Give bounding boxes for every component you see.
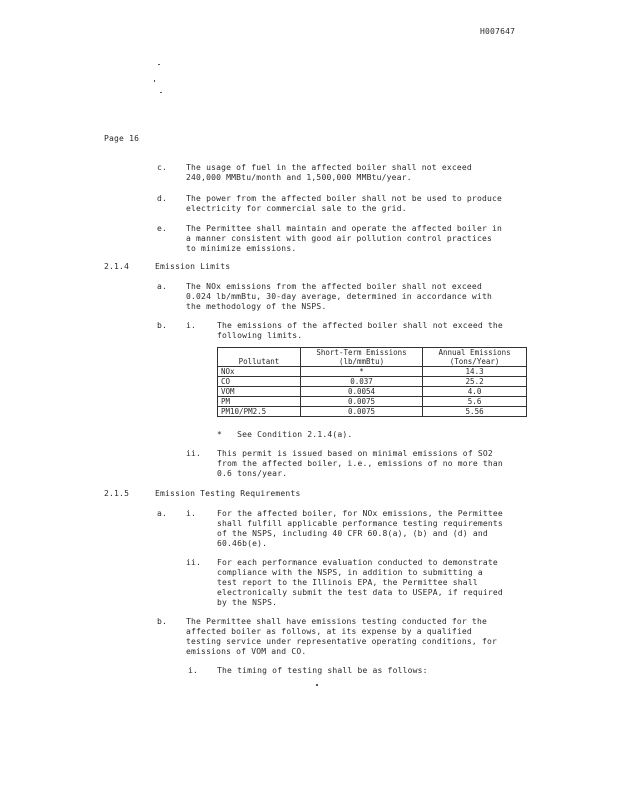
pollutant-cell: PM10/PM2.5: [218, 407, 301, 417]
subitem-key: i.: [186, 321, 197, 330]
scan-speck: [154, 80, 155, 82]
section-title: Emission Limits: [155, 262, 231, 271]
subitem-key: ii.: [186, 558, 202, 567]
item-text-line: The NOx emissions from the affected boiler shall not exceed: [186, 282, 482, 291]
item-text-line: by the NSPS.: [217, 598, 278, 607]
item-text-line: The Permittee shall maintain and operate the affected boiler in: [186, 224, 503, 233]
item-text-line: following limits.: [217, 331, 303, 340]
item-text-line: 0.024 lb/mmBtu, 30-day average, determined in accordance with: [186, 292, 493, 301]
item-text-line: For the affected boiler, for NOx emissions, the Permittee: [217, 509, 503, 518]
short-term-cell: *: [300, 367, 422, 377]
short-term-cell: 0.037: [300, 377, 422, 387]
scan-speck: [160, 92, 162, 93]
item-text-line: This permit is issued based on minimal emissions of SO2: [217, 449, 493, 458]
annual-cell: 5.6: [423, 397, 527, 407]
table-header-annual: Annual Emissions (Tons/Year): [423, 348, 527, 367]
item-key: a.: [157, 282, 168, 291]
item-text-line: 0.6 tons/year.: [217, 469, 288, 478]
item-key: c.: [157, 163, 168, 172]
section-number: 2.1.5: [104, 489, 130, 498]
item-text-line: 60.46b(e).: [217, 539, 268, 548]
scan-speck: [316, 684, 318, 686]
item-text-line: testing service under representative operating conditions, for: [186, 637, 498, 646]
scan-speck: [158, 64, 160, 65]
table-row: [218, 367, 527, 377]
item-text-line: The Permittee shall have emissions testing conducted for the: [186, 617, 487, 626]
subitem-key: ii.: [186, 449, 202, 458]
short-term-cell: 0.0075: [300, 407, 422, 417]
item-text-line: from the affected boiler, i.e., emissions of no more than: [217, 459, 503, 468]
table-footnote: * See Condition 2.1.4(a).: [217, 430, 353, 439]
short-term-cell: 0.0075: [300, 397, 422, 407]
section-number: 2.1.4: [104, 262, 130, 271]
table-row: [218, 407, 527, 417]
emissions-table: [217, 347, 527, 417]
item-key: b.: [157, 321, 168, 330]
short-term-cell: 0.0054: [300, 387, 422, 397]
table-row: [218, 387, 527, 397]
pollutant-cell: NOx: [218, 367, 301, 377]
item-text-line: The power from the affected boiler shall not be used to produce: [186, 194, 503, 203]
item-text-line: test report to the Illinois EPA, the Permittee shall: [217, 578, 478, 587]
item-key: a.: [157, 509, 168, 518]
annual-cell: 5.56: [423, 407, 527, 417]
pollutant-cell: VOM: [218, 387, 301, 397]
item-text-line: For each performance evaluation conducted to demonstrate: [217, 558, 498, 567]
document-id: H007647: [480, 27, 516, 36]
item-text-line: the methodology of the NSPS.: [186, 302, 327, 311]
item-key: e.: [157, 224, 168, 233]
item-text-line: electricity for commercial sale to the grid.: [186, 204, 407, 213]
item-text-line: to minimize emissions.: [186, 244, 297, 253]
item-text-line: shall fulfill applicable performance testing requirements: [217, 519, 503, 528]
page-label: Page 16: [104, 134, 140, 143]
item-text-line: The timing of testing shall be as follows:: [217, 666, 428, 675]
item-key: b.: [157, 617, 168, 626]
pollutant-cell: PM: [218, 397, 301, 407]
table-header-pollutant: Pollutant: [218, 348, 301, 367]
item-key: d.: [157, 194, 168, 203]
annual-cell: 25.2: [423, 377, 527, 387]
item-text-line: affected boiler as follows, at its expense by a qualified: [186, 627, 472, 636]
item-text-line: compliance with the NSPS, in addition to submitting a: [217, 568, 483, 577]
pollutant-cell: CO: [218, 377, 301, 387]
subitem-key: i.: [186, 509, 197, 518]
item-text-line: The emissions of the affected boiler shall not exceed the: [217, 321, 503, 330]
item-text-line: of the NSPS, including 40 CFR 60.8(a), (b) and (d) and: [217, 529, 488, 538]
annual-cell: 14.3: [423, 367, 527, 377]
section-title: Emission Testing Requirements: [155, 489, 301, 498]
item-text-line: a manner consistent with good air pollution control practices: [186, 234, 493, 243]
subitem-key: i.: [188, 666, 199, 675]
table-row: [218, 377, 527, 387]
table-header-short-term: Short-Term Emissions (lb/mmBtu): [300, 348, 422, 367]
item-text-line: The usage of fuel in the affected boiler shall not exceed: [186, 163, 472, 172]
item-text-line: 240,000 MMBtu/month and 1,500,000 MMBtu/year.: [186, 173, 412, 182]
item-text-line: emissions of VOM and CO.: [186, 647, 307, 656]
annual-cell: 4.0: [423, 387, 527, 397]
item-text-line: electronically submit the test data to USEPA, if required: [217, 588, 503, 597]
table-row: [218, 397, 527, 407]
